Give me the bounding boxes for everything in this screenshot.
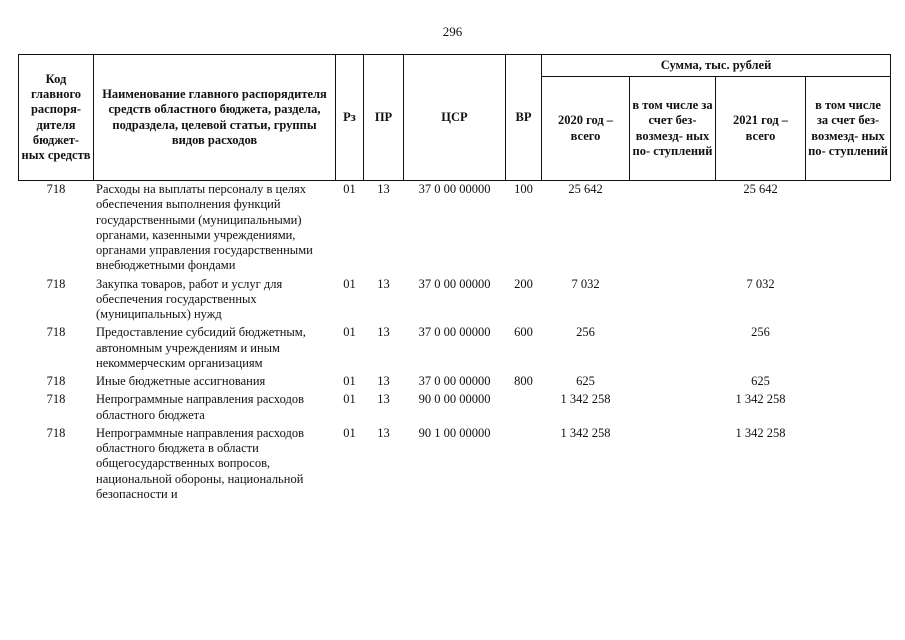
cell-2021-free xyxy=(806,324,891,373)
cell-code: 718 xyxy=(46,182,66,196)
cell-rz: 01 xyxy=(343,374,356,388)
cell-2020-total: 1 342 258 xyxy=(560,425,611,440)
cell-2020-total: 1 342 258 xyxy=(560,392,611,407)
header-2021-total: 2021 год – всего xyxy=(716,77,806,181)
cell-name: Иные бюджетные ассигнования xyxy=(96,374,266,388)
table-row xyxy=(19,181,891,276)
table-row xyxy=(19,276,891,325)
cell-code: 718 xyxy=(46,276,66,291)
cell-2021-free xyxy=(806,391,891,425)
cell-2021-total: 625 xyxy=(751,374,770,388)
cell-pr: 13 xyxy=(377,374,390,388)
header-pr: ПР xyxy=(364,55,404,181)
budget-table xyxy=(18,54,891,504)
cell-pr: 13 xyxy=(377,325,390,340)
cell-2021-total: 7 032 xyxy=(746,276,775,291)
cell-vr: 100 xyxy=(514,182,533,196)
header-code: Код главного распоря- дителя бюджет- ных средств xyxy=(19,55,94,181)
cell-2020-total: 25 642 xyxy=(568,182,603,196)
cell-2021-free xyxy=(806,181,891,276)
cell-code: 718 xyxy=(46,425,66,440)
header-2020-free: в том числе за счет без- возмезд- ных по- ступлений xyxy=(630,77,716,181)
cell-rz: 01 xyxy=(343,392,356,407)
cell-2021-total: 256 xyxy=(751,325,770,340)
cell-pr: 13 xyxy=(377,182,390,196)
cell-2021-free xyxy=(806,373,891,391)
cell-csr: 37 0 00 00000 xyxy=(418,325,491,340)
header-vr: ВР xyxy=(506,55,542,181)
cell-2020-free xyxy=(630,373,716,391)
cell-2020-total: 7 032 xyxy=(571,276,600,291)
cell-pr: 13 xyxy=(377,276,390,291)
table-row xyxy=(19,391,891,425)
cell-rz: 01 xyxy=(343,182,356,196)
cell-2021-free xyxy=(806,276,891,325)
cell-name: Непрограммные направления расходов областного бюджета xyxy=(96,392,304,422)
cell-csr: 37 0 00 00000 xyxy=(418,182,491,196)
cell-code: 718 xyxy=(46,374,66,388)
cell-name: Предоставление субсидий бюджетным, автономным учреждениям и иным некоммерческим организациям xyxy=(96,325,306,370)
cell-2021-total: 1 342 258 xyxy=(735,392,786,407)
table-row xyxy=(19,425,891,504)
cell-2020-free xyxy=(630,181,716,276)
cell-csr: 37 0 00 00000 xyxy=(418,374,491,388)
header-sum: Сумма, тыс. рублей xyxy=(542,55,891,77)
table-row xyxy=(19,373,891,391)
cell-2020-total: 625 xyxy=(576,374,595,388)
cell-2020-free xyxy=(630,391,716,425)
cell-2021-total: 25 642 xyxy=(743,182,778,196)
cell-rz: 01 xyxy=(343,276,356,291)
cell-vr: 200 xyxy=(514,276,533,291)
cell-rz: 01 xyxy=(343,325,356,340)
table-header xyxy=(19,55,891,181)
header-csr: ЦСР xyxy=(404,55,506,181)
cell-2020-total: 256 xyxy=(576,325,595,340)
cell-vr xyxy=(506,391,542,425)
cell-2020-free xyxy=(630,425,716,504)
cell-code: 718 xyxy=(46,325,66,340)
cell-rz: 01 xyxy=(343,425,356,440)
cell-name: Закупка товаров, работ и услуг для обеспечения государственных (муниципальных) нужд xyxy=(96,276,283,321)
cell-vr: 600 xyxy=(514,325,533,340)
cell-csr: 90 1 00 00000 xyxy=(418,425,491,440)
table-body xyxy=(19,181,891,505)
header-2021-free: в том числе за счет без- возмезд- ных по- ступлений xyxy=(806,77,891,181)
cell-2020-free xyxy=(630,276,716,325)
cell-csr: 90 0 00 00000 xyxy=(418,392,491,407)
cell-csr: 37 0 00 00000 xyxy=(418,276,491,291)
page-number: 296 xyxy=(442,24,463,39)
cell-name: Непрограммные направления расходов областного бюджета в области общегосударственных вопросов, национальной обороны, национальной безопасности и xyxy=(96,425,304,501)
cell-code: 718 xyxy=(46,392,66,407)
cell-pr: 13 xyxy=(377,425,390,440)
cell-vr: 800 xyxy=(514,374,533,388)
cell-2021-free xyxy=(806,425,891,504)
cell-2020-free xyxy=(630,324,716,373)
cell-pr: 13 xyxy=(377,392,390,407)
header-rz: Рз xyxy=(336,55,364,181)
table-row xyxy=(19,324,891,373)
cell-2021-total: 1 342 258 xyxy=(735,425,786,440)
header-name: Наименование главного распорядителя средств областного бюджета, раздела, подраздела, целевой статьи, группы видов расходов xyxy=(94,55,336,181)
cell-name: Расходы на выплаты персоналу в целях обеспечения выполнения функций государственными (муниципальными) органами, казенными учреждениями, органами управления государственными внебюджетными фондами xyxy=(96,182,313,273)
cell-vr xyxy=(506,425,542,504)
header-2020-total: 2020 год – всего xyxy=(542,77,630,181)
